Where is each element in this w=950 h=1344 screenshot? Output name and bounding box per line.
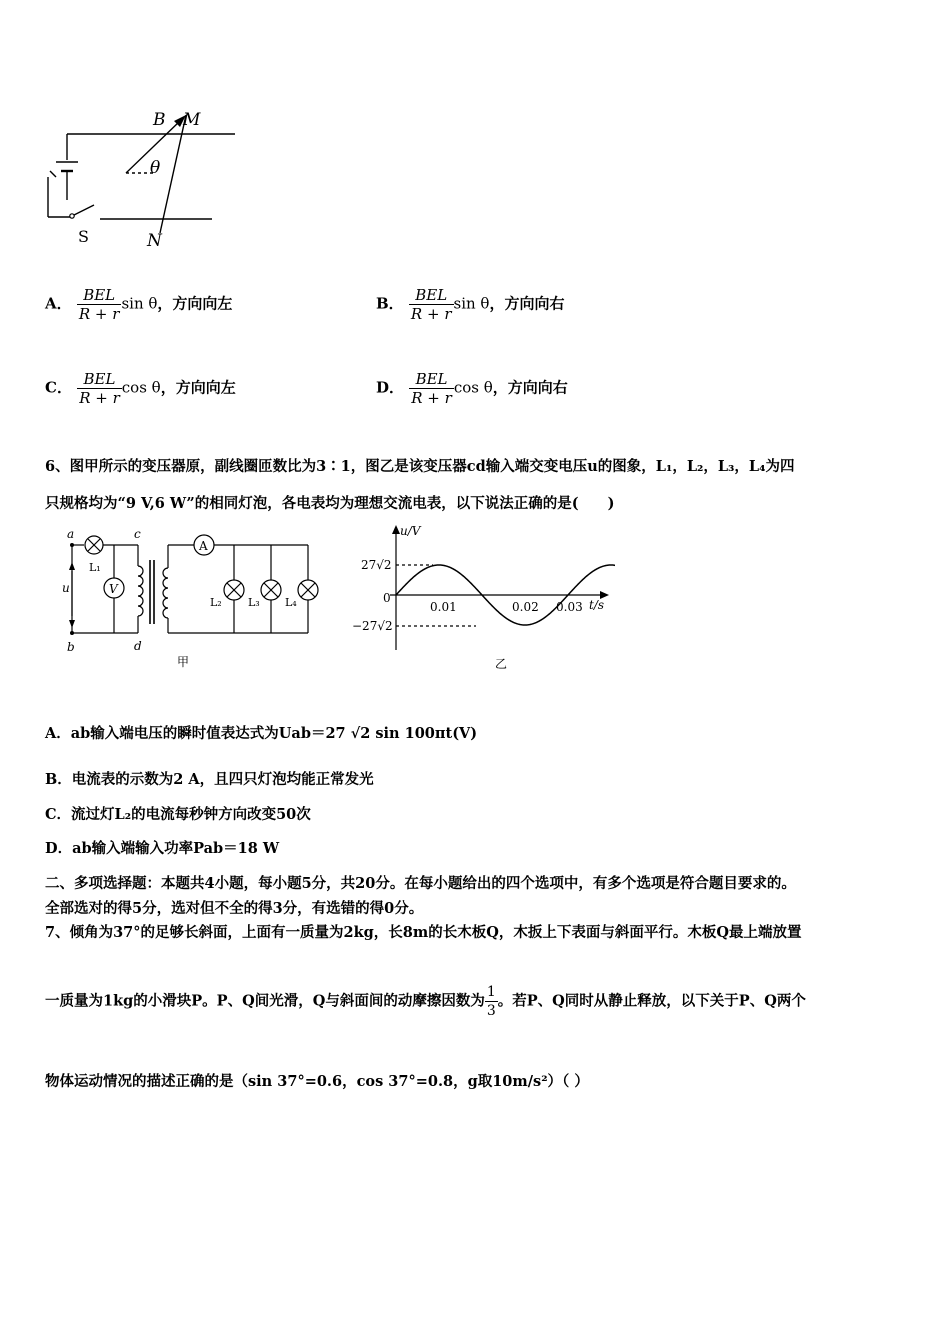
label-b: b	[67, 640, 75, 654]
q6-option-a: A．ab输入端电压的瞬时值表达式为Uab＝27 √2 sin 100πt(V)	[45, 725, 478, 742]
label-L1: L₁	[89, 561, 101, 574]
label-d: d	[134, 639, 142, 653]
q7-stem-line2: 一质量为1kg的小滑块P。P、Q间光滑，Q与斜面间的动摩擦因数为 $\frac{1}{3}$ 。若P、Q同时从静止释放，以下关于P、Q两个	[45, 984, 806, 1019]
label-L3: L₃	[248, 596, 260, 609]
figure-caption-jia: 甲	[177, 655, 190, 669]
rail-circuit-figure	[40, 105, 240, 250]
fraction: $\frac{\text{BEL}}{R + r}$	[411, 370, 452, 407]
figure-caption-yi: 乙	[495, 657, 508, 671]
q7-stem-line3: 物体运动情况的描述正确的是（sin 37°=0.6，cos 37°=0.8，g取10m/s²）（ ）	[45, 1073, 589, 1090]
y-tick-bottom: −27√2	[352, 619, 393, 633]
label-M: M	[183, 110, 201, 130]
q6-stem-line2: 只规格均为“9 V,6 W”的相同灯泡，各电表均为理想交流电表，以下说法正确的是( )	[45, 495, 615, 512]
fraction-one-third: $\frac{1}{3}$	[486, 984, 496, 1019]
section2-heading-line2: 全部选对的得5分，选对但不全的得3分，有选错的得0分。	[45, 900, 424, 917]
q6-option-c: C．流过灯L₂的电流每秒钟方向改变50次	[45, 806, 311, 823]
label-S: S	[78, 227, 89, 246]
voltage-graph-figure	[345, 522, 615, 672]
q5-option-b: B． $\frac{\text{BEL}}{R + r}$ sin θ，方向向右	[376, 286, 565, 323]
label-c: c	[134, 527, 141, 541]
label-a: a	[67, 527, 75, 541]
section2-heading-line1: 二、多项选择题：本题共4小题，每小题5分，共20分。在每小题给出的四个选项中，有多个选项是符合题目要求的。	[45, 875, 796, 892]
label-L4: L₄	[285, 596, 297, 609]
y-tick-zero: 0	[383, 591, 391, 605]
ammeter-icon: A	[199, 539, 208, 553]
q5-option-d: D． $\frac{\text{BEL}}{R + r}$ cos θ，方向向右	[376, 370, 568, 407]
fraction: $\frac{\text{BEL}}{R + r}$	[410, 286, 452, 323]
y-axis-label: u/V	[400, 524, 421, 538]
label-N: N	[147, 231, 162, 250]
label-B: B	[153, 110, 166, 130]
q5-option-c: C． $\frac{\text{BEL}}{R + r}$ cos θ，方向向左	[45, 370, 236, 407]
transformer-circuit-figure	[62, 526, 330, 671]
x-tick-1: 0.01	[430, 600, 457, 614]
label-u: u	[62, 581, 70, 595]
q7-stem-line1: 7、倾角为37°的足够长斜面，上面有一质量为2kg，长8m的长木板Q，木扳上下表面与斜面平行。木板Q最上端放置	[45, 924, 802, 941]
q6-stem-line1: 6、图甲所示的变压器原，副线圈匝数比为3∶1，图乙是该变压器cd输入端交变电压u的图象，L₁，L₂，L₃，L₄为四	[45, 458, 795, 475]
q6-option-d: D．ab输入端输入功率Pab＝18 W	[45, 840, 280, 857]
y-tick-top: 27√2	[361, 558, 392, 572]
q6-option-b: B．电流表的示数为2 A，且四只灯泡均能正常发光	[45, 771, 374, 788]
x-tick-2: 0.02	[512, 600, 539, 614]
q5-option-a: A． $\frac{\text{BEL}}{R + r}$ sin θ，方向向左	[45, 286, 233, 323]
fraction: $\frac{\text{BEL}}{R + r}$	[78, 286, 120, 323]
x-axis-label: t/s	[589, 598, 605, 612]
x-tick-3: 0.03	[556, 600, 583, 614]
fraction: $\frac{\text{BEL}}{R + r}$	[79, 370, 120, 407]
voltmeter-icon: V	[109, 582, 118, 596]
label-L2: L₂	[210, 596, 222, 609]
label-theta: θ	[150, 158, 161, 178]
